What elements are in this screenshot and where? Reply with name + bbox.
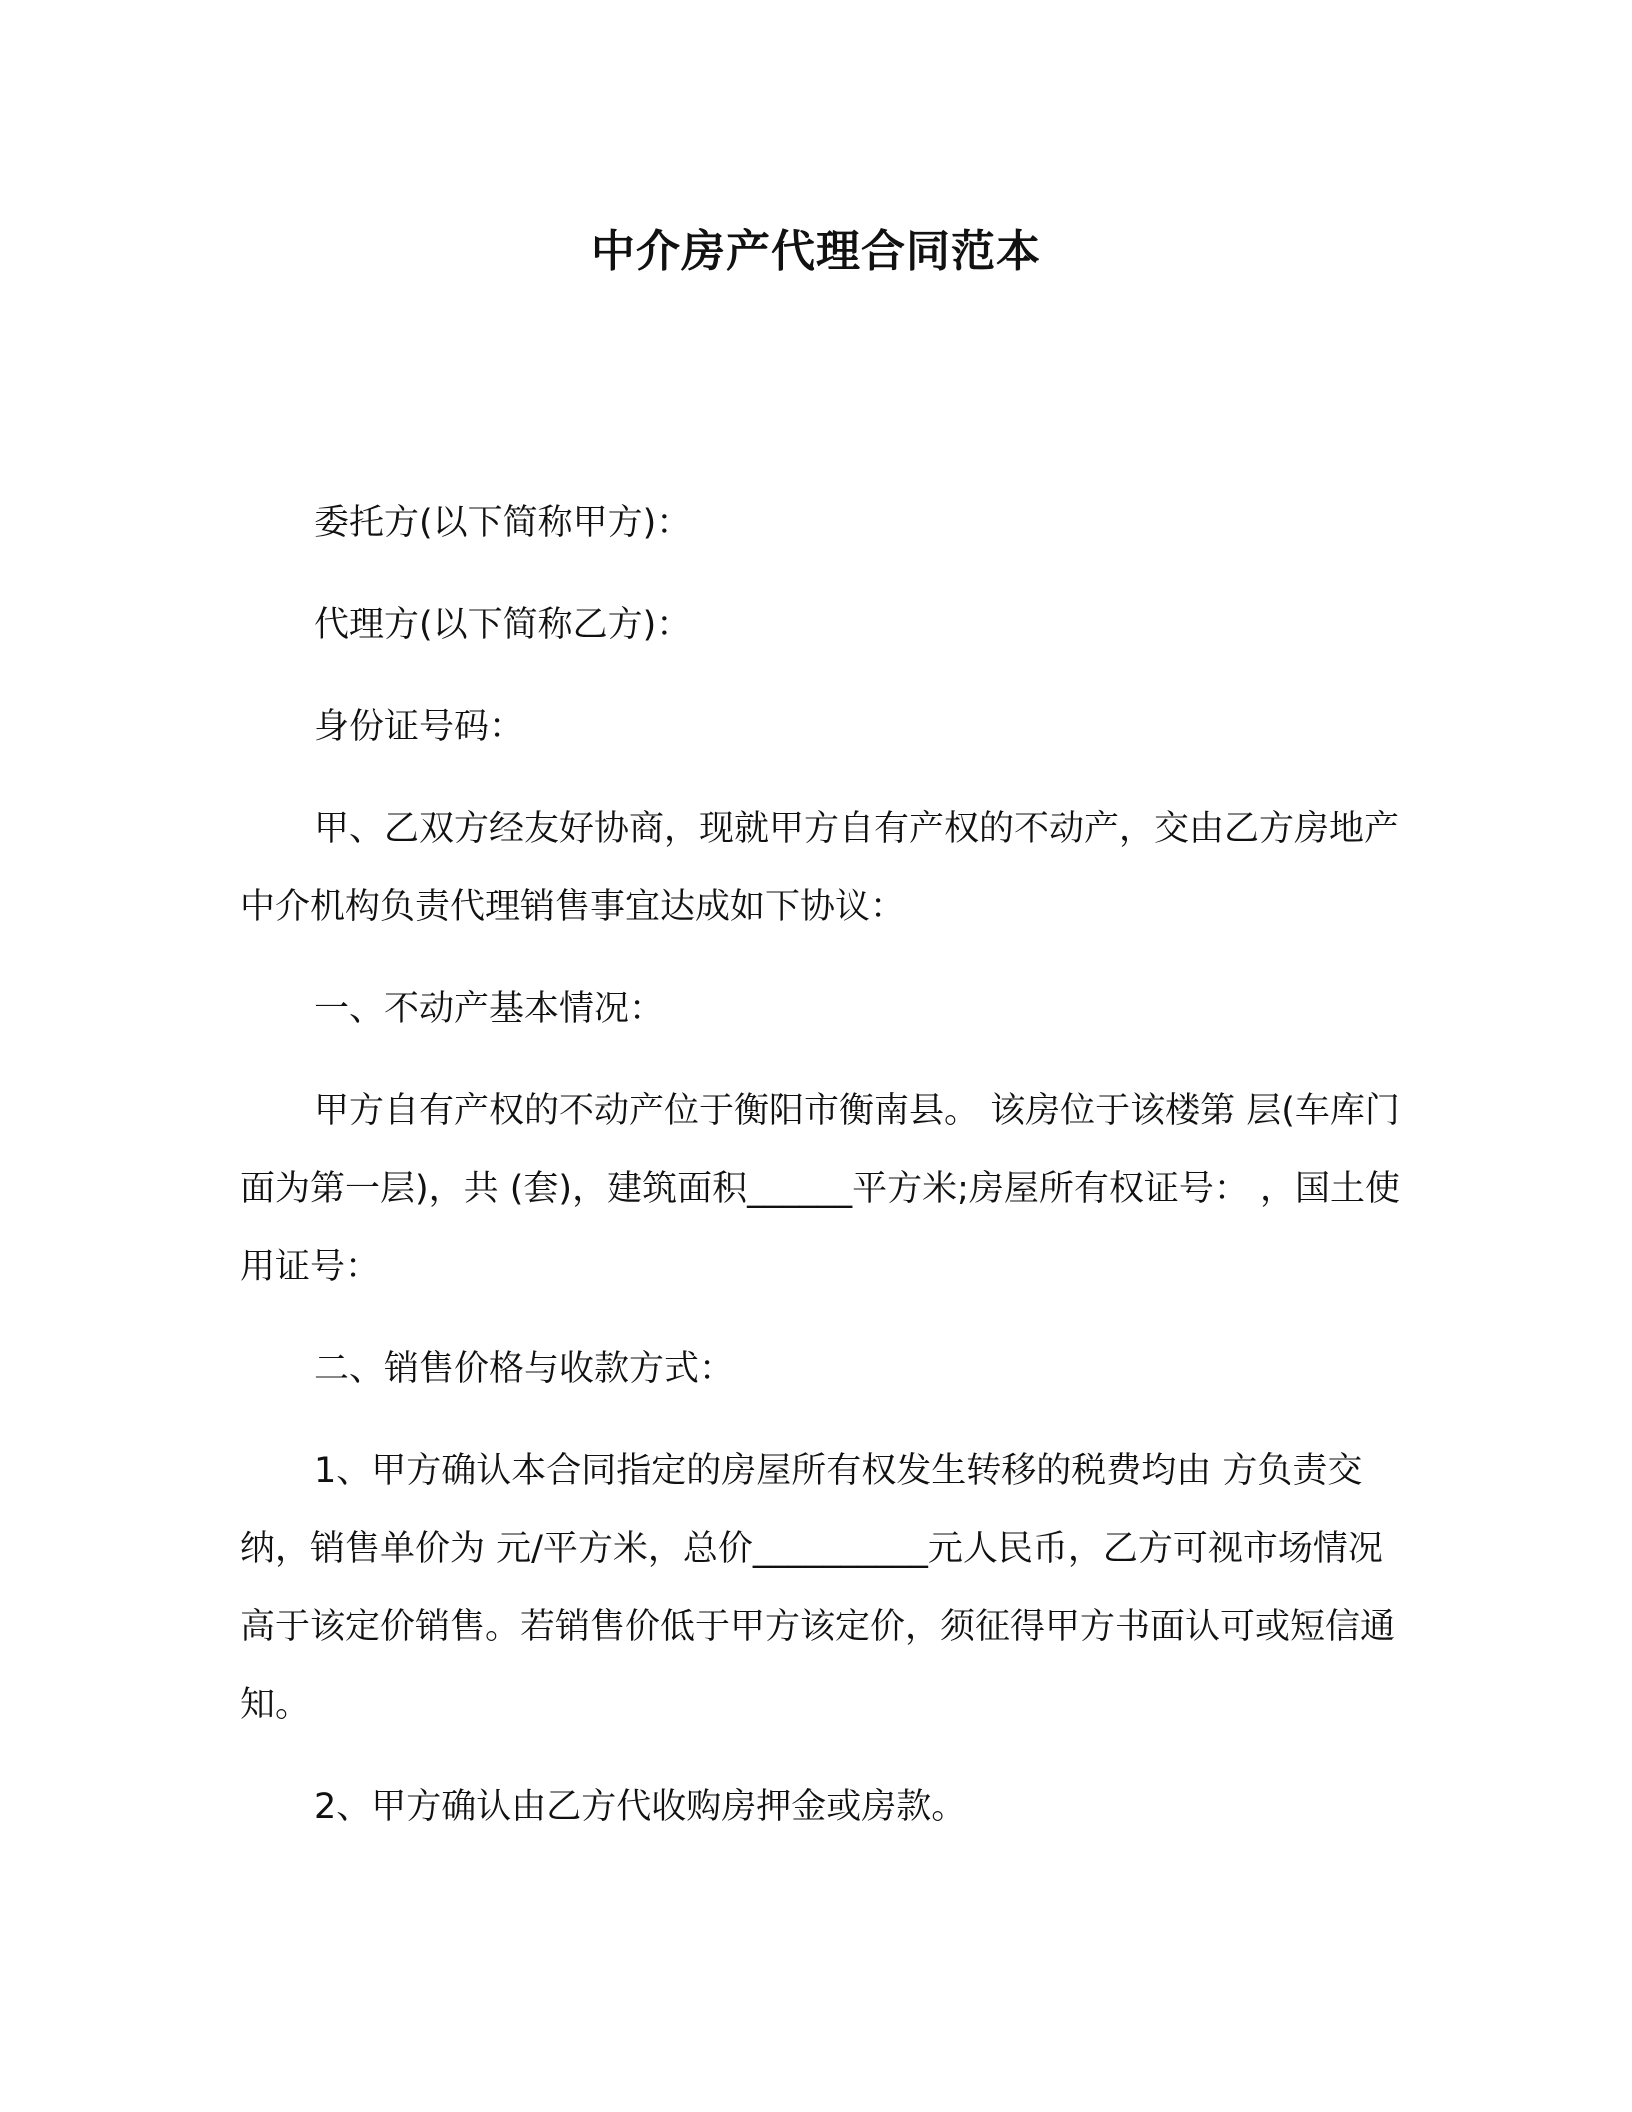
paragraph-price-clause-2: 2、甲方确认由乙方代收购房押金或房款。 xyxy=(314,1787,967,1827)
paragraph-price-clause-1: 1、甲方确认本合同指定的房屋所有权发生转移的税费均由 方负责交纳，销售单价为 元/平方米，总价__________元人民币，乙方可视市场情况高于该定价销售。若销售价低于甲方该定价，须征得甲方书面认可或短信通知。 xyxy=(240,1451,1396,1725)
section-heading-property: 一、不动产基本情况： xyxy=(314,989,665,1029)
document-title: 中介房产代理合同范本 xyxy=(591,226,1041,277)
paragraph-client: 委托方(以下简称甲方)： xyxy=(314,503,692,543)
document-body xyxy=(240,484,1400,1870)
section-heading-price: 二、销售价格与收款方式： xyxy=(314,1349,735,1389)
paragraph-agent: 代理方(以下简称乙方)： xyxy=(314,605,692,645)
paragraph-id-number: 身份证号码： xyxy=(314,707,525,747)
paragraph-property-details: 甲方自有产权的不动产位于衡阳市衡南县。 该房位于该楼第 层(车库门面为第一层)，共 (套)，建筑面积______平方米;房屋所有权证号： ，国土使用证号： xyxy=(240,1091,1401,1287)
paragraph-intro: 甲、乙双方经友好协商，现就甲方自有产权的不动产，交由乙方房地产中介机构负责代理销售事宜达成如下协议： xyxy=(240,809,1400,927)
